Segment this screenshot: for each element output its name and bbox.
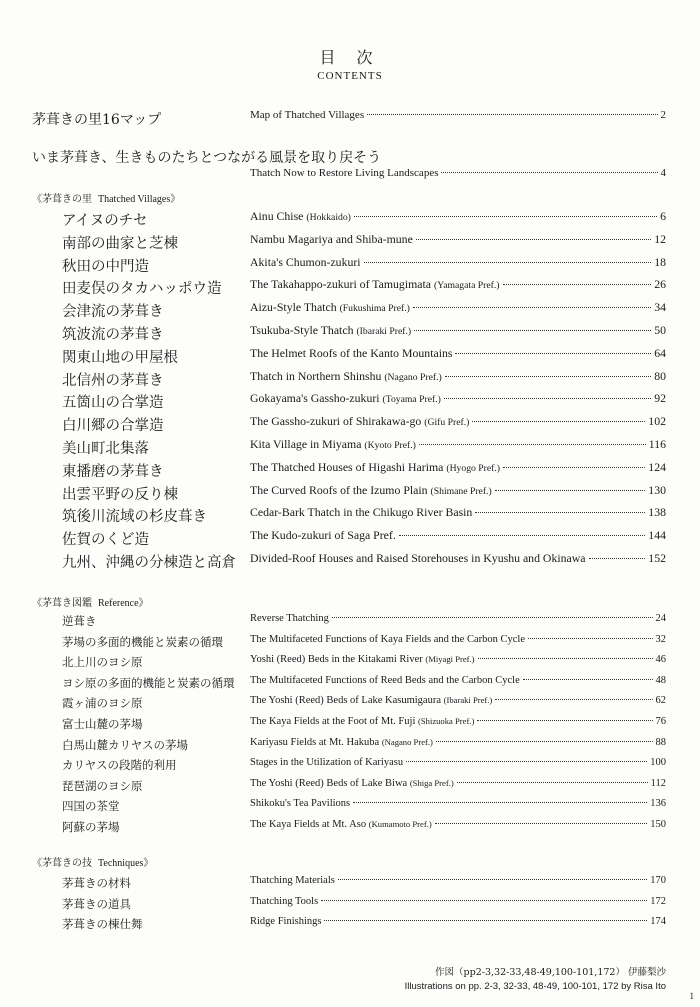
entry-region: (Toyama Pref.) (382, 394, 441, 405)
entry-title-en (250, 369, 666, 384)
entry-page-number: 92 (654, 391, 666, 405)
entry-title-en (250, 798, 666, 809)
entry-title-jp: 茅場の多面的機能と炭素の循環 (62, 635, 223, 649)
entry-page-number: 170 (650, 875, 666, 886)
entry-title-en-text: Aizu-Style Thatch (250, 300, 337, 314)
entry-title-en-text: The Yoshi (Reed) Beds of Lake Biwa (250, 778, 408, 789)
entry-title-en (250, 300, 666, 315)
entry-page-number: 152 (648, 551, 666, 565)
section-heading-jp: 《茅葺きの技 (32, 858, 92, 869)
dot-leader (338, 879, 647, 880)
dot-leader (457, 782, 648, 783)
entry-title-en-text: Ridge Finishings (250, 916, 322, 927)
entry-title-jp: 五箇山の合掌造 (62, 395, 164, 411)
contents-header (0, 48, 700, 82)
entry-title-jp: 富士山麓の茅場 (62, 717, 143, 731)
dot-leader (416, 239, 651, 240)
entry-page-number: 172 (650, 896, 666, 907)
entry-page-number: 34 (654, 300, 666, 314)
entry-title-jp: 東播磨の茅葺き (62, 464, 164, 480)
entry-title-jp: 茅葺きの棟仕舞 (62, 917, 143, 931)
entry-title-jp: 出雲平野の反り棟 (62, 487, 178, 503)
entry-title-en (250, 414, 666, 429)
entry-title-en-text: The Gassho-zukuri of Shirakawa-go (250, 414, 422, 428)
dot-leader (332, 617, 653, 618)
entry-title-en (250, 613, 666, 624)
dot-leader (321, 900, 647, 901)
entry-region: (Nagano Pref.) (384, 372, 442, 383)
entry-page-number: 46 (655, 654, 666, 665)
entry-title-en (250, 716, 666, 727)
entry-region: (Hokkaido) (306, 212, 351, 223)
entry-region: (Fukushima Pref.) (339, 303, 410, 314)
dot-leader (523, 679, 653, 680)
entry-title-en-text: The Takahappo-zukuri of Tamugimata (250, 277, 432, 291)
entry-page-number: 102 (648, 414, 666, 428)
entry-title-en-text: Thatch Now to Restore Living Landscapes (250, 167, 439, 179)
entry-title-jp: ヨシ原の多面的機能と炭素の循環 (62, 676, 235, 690)
section-heading-en: Thatched Villages》 (98, 194, 181, 205)
entry-title-en (250, 695, 666, 706)
entry-title-en (250, 391, 666, 406)
dot-leader (406, 761, 647, 762)
entry-page-number: 80 (654, 369, 666, 383)
entry-title-jp: 美山町北集落 (62, 441, 149, 457)
entry-title-en-text: Kariyasu Fields at Mt. Hakuba (250, 737, 380, 748)
entry-page-number: 2 (660, 109, 666, 121)
entry-title-jp: 逆葺き (62, 614, 97, 628)
entry-page-number: 64 (654, 346, 666, 360)
dot-leader (353, 802, 647, 803)
entry-page-number: 112 (650, 778, 666, 789)
entry-title-en-text: The Kudo-zukuri of Saga Pref. (250, 528, 396, 542)
entry-region: (Shizuoka Pref.) (418, 716, 475, 726)
entry-title-en (250, 896, 666, 907)
entry-page-number: 18 (654, 255, 666, 269)
entry-title-en (250, 209, 666, 224)
dot-leader (436, 741, 653, 742)
dot-leader (435, 823, 648, 824)
entry-title-en (250, 654, 666, 665)
entry-page-number: 150 (650, 819, 666, 830)
section-heading (32, 190, 180, 205)
dot-leader (354, 216, 657, 217)
entry-title-en (250, 505, 666, 520)
entry-page-number: 24 (655, 613, 666, 624)
entry-title-en (250, 778, 666, 789)
entry-region: (Ibaraki Pref.) (356, 326, 412, 337)
entry-page-number: 124 (648, 460, 666, 474)
entry-page-number: 130 (648, 483, 666, 497)
illustration-credit (405, 966, 666, 994)
entry-region: (Kyoto Pref.) (364, 440, 416, 451)
section-heading-en: Reference》 (98, 598, 149, 609)
entry-title-en-text: Shikoku's Tea Pavilions (250, 798, 351, 809)
entry-title-en-text: Kita Village in Miyama (250, 437, 362, 451)
entry-title-en (250, 528, 666, 543)
dot-leader (475, 512, 645, 513)
entry-title-en (250, 277, 666, 292)
entry-title-jp: 秋田の中門造 (62, 259, 149, 275)
entry-title-jp: 九州、沖縄の分棟造と高倉 (62, 555, 236, 571)
dot-leader (455, 353, 651, 354)
entry-title-jp: 四国の茶堂 (62, 799, 120, 813)
dot-leader (444, 398, 651, 399)
credit-en: Illustrations on pp. 2-3, 32-33, 48-49, 100-101, 172 by Risa Ito (404, 981, 666, 992)
entry-page-number: 88 (655, 737, 666, 748)
entry-page-number: 138 (648, 505, 666, 519)
entry-title-en (250, 916, 666, 927)
entry-title-en-text: Ainu Chise (250, 209, 304, 223)
entry-page-number: 4 (660, 167, 666, 179)
entry-region: (Yamagata Pref.) (433, 280, 500, 291)
dot-leader (503, 467, 645, 468)
entry-page-number: 100 (650, 757, 666, 768)
entry-page-number: 62 (655, 695, 666, 706)
entry-title-en (250, 819, 666, 830)
entry-title-en (250, 634, 666, 645)
dot-leader (364, 262, 652, 263)
entry-region: (Hyogo Pref.) (446, 463, 500, 474)
entry-title-en-text: Yoshi (Reed) Beds in the Kitakami River (250, 654, 423, 665)
entry-title-jp: 筑後川流域の杉皮葺き (62, 509, 207, 525)
dot-leader (503, 284, 652, 285)
entry-page-number: 26 (654, 277, 666, 291)
dot-leader (589, 558, 646, 559)
dot-leader (441, 172, 657, 173)
entry-title-en (250, 757, 666, 768)
entry-region: (Nagano Pref.) (381, 737, 433, 747)
entry-title-en (250, 109, 666, 121)
entry-region: (Kumamoto Pref.) (368, 819, 432, 829)
entry-title-jp: カリヤスの段階的利用 (62, 758, 177, 772)
entry-title-en-text: Cedar-Bark Thatch in the Chikugo River Basin (250, 505, 473, 519)
entry-title-en (250, 460, 666, 475)
dot-leader (477, 720, 652, 721)
entry-title-jp: 佐賀のくど造 (62, 532, 149, 548)
entry-title-en (250, 551, 666, 566)
entry-title-en-text: The Multifaceted Functions of Kaya Fields and the Carbon Cycle (250, 634, 525, 645)
entry-title-jp: 茅葺きの里16マップ (32, 112, 162, 128)
entry-page-number: 6 (660, 209, 666, 223)
entry-title-en-text: Reverse Thatching (250, 613, 329, 624)
dot-leader (478, 658, 653, 659)
entry-region: (Ibaraki Pref.) (443, 695, 493, 705)
entry-title-jp: 北上川のヨシ原 (62, 655, 143, 669)
entry-title-en-text: Divided-Roof Houses and Raised Storehouses in Kyushu and Okinawa (250, 551, 586, 565)
entry-title-jp: 田麦俣のタカハッポウ造 (62, 281, 222, 297)
entry-page-number: 50 (654, 323, 666, 337)
entry-title-jp: いま茅葺き、生きものたちとつながる風景を取り戻そう (32, 150, 382, 166)
entry-page-number: 174 (650, 916, 666, 927)
entry-page-number: 32 (655, 634, 666, 645)
entry-title-en-text: Thatching Tools (250, 896, 319, 907)
dot-leader (413, 307, 651, 308)
entry-title-jp: 北信州の茅葺き (62, 373, 164, 389)
section-heading-jp: 《茅葺き図鑑 (32, 598, 92, 609)
entry-title-en-text: The Yoshi (Reed) Beds of Lake Kasumigaura (250, 695, 441, 706)
entry-page-number: 12 (654, 232, 666, 246)
contents-title-jp: 目 次 (319, 48, 381, 67)
entry-title-jp: 関東山地の甲屋根 (62, 350, 178, 366)
dot-leader (472, 421, 645, 422)
entry-title-en (250, 875, 666, 886)
dot-leader (399, 535, 646, 536)
entry-title-en-text: Nambu Magariya and Shiba-mune (250, 232, 413, 246)
entry-title-jp: 会津流の茅葺き (62, 304, 164, 320)
entry-page-number: 144 (648, 528, 666, 542)
entry-title-en-text: The Helmet Roofs of the Kanto Mountains (250, 346, 453, 360)
dot-leader (445, 376, 651, 377)
entry-title-en-text: Akita's Chumon-zukuri (250, 255, 361, 269)
entry-page-number: 116 (648, 437, 666, 451)
entry-title-en-text: The Multifaceted Functions of Reed Beds and the Carbon Cycle (250, 675, 520, 686)
entry-page-number: 48 (655, 675, 666, 686)
entry-page-number: 136 (650, 798, 666, 809)
entry-title-en-text: Gokayama's Gassho-zukuri (250, 391, 380, 405)
entry-title-jp: 白川郷の合掌造 (62, 418, 164, 434)
contents-title-en: CONTENTS (317, 70, 383, 82)
section-heading (32, 594, 149, 609)
entry-title-jp: 茅葺きの材料 (62, 876, 131, 890)
entry-title-en-text: Thatch in Northern Shinshu (250, 369, 382, 383)
dot-leader (528, 638, 653, 639)
entry-title-jp: 南部の曲家と芝棟 (62, 236, 178, 252)
entry-title-jp: アイヌのチセ (62, 213, 148, 229)
section-heading-en: Techniques》 (98, 858, 154, 869)
entry-title-en (250, 483, 666, 498)
entry-title-en-text: The Kaya Fields at Mt. Aso (250, 819, 367, 830)
entry-title-jp: 琵琶湖のヨシ原 (62, 779, 143, 793)
dot-leader (414, 330, 651, 331)
entry-title-en-text: Tsukuba-Style Thatch (250, 323, 354, 337)
entry-title-en-text: Thatching Materials (250, 875, 335, 886)
entry-title-en-text: The Thatched Houses of Higashi Harima (250, 460, 444, 474)
entry-region: (Gifu Pref.) (424, 417, 470, 428)
entry-title-jp: 茅葺きの道具 (62, 897, 131, 911)
entry-title-jp: 阿蘇の茅場 (62, 820, 120, 834)
credit-jp: 作図（pp2-3,32-33,48-49,100-101,172） 伊藤梨沙 (435, 967, 666, 978)
page-number: 1 (689, 991, 694, 1001)
entry-title-en-text: Stages in the Utilization of Kariyasu (250, 757, 404, 768)
entry-title-en (250, 255, 666, 270)
dot-leader (419, 444, 646, 445)
entry-title-jp: 筑波流の茅葺き (62, 327, 164, 343)
entry-title-en (250, 346, 666, 361)
dot-leader (495, 699, 652, 700)
dot-leader (324, 920, 647, 921)
entry-title-en (250, 167, 666, 179)
entry-region: (Shiga Pref.) (409, 778, 454, 788)
entry-title-jp: 白馬山麓カリヤスの茅場 (62, 738, 189, 752)
entry-title-en-text: Map of Thatched Villages (250, 109, 365, 121)
entry-region: (Shimane Pref.) (430, 486, 492, 497)
entry-title-en-text: The Curved Roofs of the Izumo Plain (250, 483, 428, 497)
entry-title-en (250, 737, 666, 748)
entry-title-en-text: The Kaya Fields at the Foot of Mt. Fuji (250, 716, 416, 727)
section-heading-jp: 《茅葺きの里 (32, 194, 92, 205)
dot-leader (495, 490, 646, 491)
entry-title-en (250, 675, 666, 686)
section-heading (32, 854, 153, 869)
dot-leader (367, 114, 657, 115)
entry-title-en (250, 232, 666, 247)
entry-title-en (250, 437, 666, 452)
entry-page-number: 76 (655, 716, 666, 727)
entry-region: (Miyagi Pref.) (425, 654, 475, 664)
entry-title-jp: 霞ヶ浦のヨシ原 (62, 696, 143, 710)
entry-title-en (250, 323, 666, 338)
